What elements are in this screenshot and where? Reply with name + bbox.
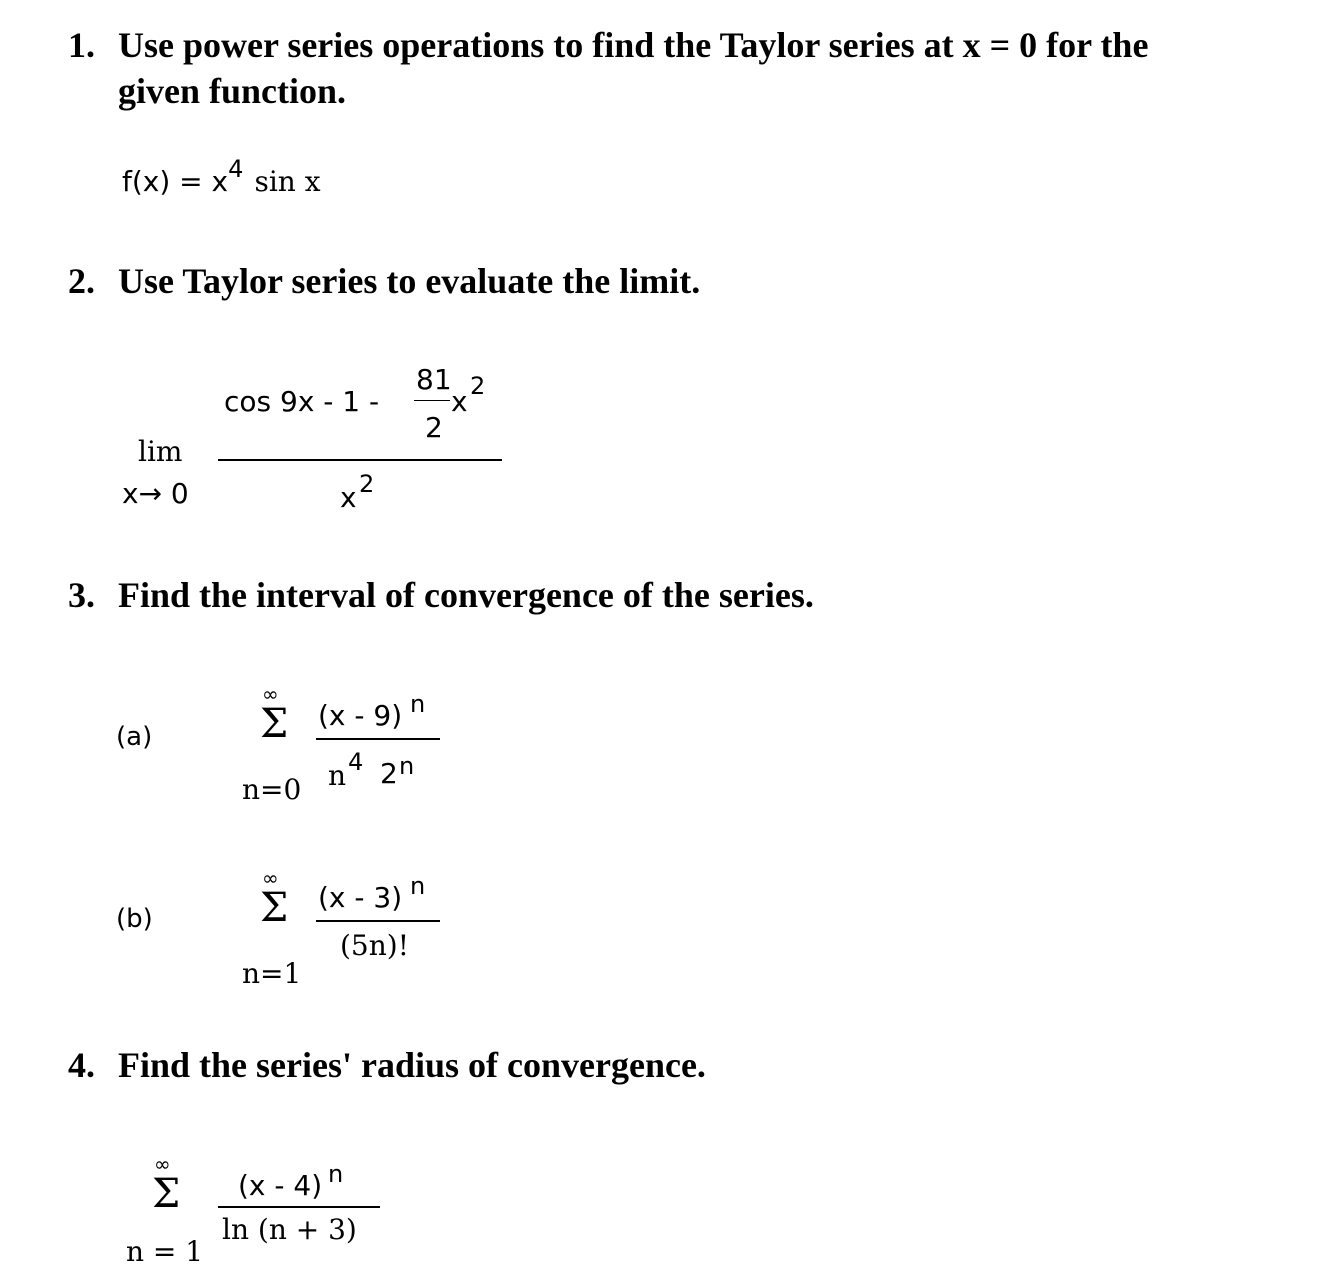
series-q4 <box>124 1150 404 1280</box>
part-b-label: (b) <box>116 904 153 934</box>
series-a-numerator-exponent: n <box>410 690 426 718</box>
series-q4-upper-infinity: ∞ <box>154 1152 171 1176</box>
series-b-numerator-exponent: n <box>410 872 426 900</box>
series-q4-denominator: ln (n + 3) <box>222 1213 357 1246</box>
function-expression <box>122 155 321 198</box>
series-a-denominator-2: 2 <box>380 757 398 790</box>
numerator-x-exponent: 2 <box>470 372 486 400</box>
coef-numerator: 81 <box>416 363 452 396</box>
denominator-x-exponent: 2 <box>359 470 375 498</box>
question-2-number: 2. <box>68 261 95 301</box>
series-q4-sigma: Σ <box>152 1171 181 1217</box>
question-3-text: Find the interval of convergence of the series. <box>118 575 814 615</box>
denominator-x: x <box>340 481 357 514</box>
series-a-upper-infinity: ∞ <box>262 682 279 706</box>
question-4-text: Find the series' radius of convergence. <box>118 1045 706 1085</box>
function-lhs: f(x) = x <box>122 165 229 198</box>
lim-subscript: x→ 0 <box>122 477 189 510</box>
main-fraction-bar <box>218 459 502 461</box>
question-1-heading <box>68 22 1308 114</box>
part-a-label: (a) <box>116 722 153 752</box>
question-1-text-line2: given function. <box>118 71 347 111</box>
question-2-text: Use Taylor series to evaluate the limit. <box>118 261 701 301</box>
series-b-lower-bound: n=1 <box>242 957 302 990</box>
question-4-heading <box>68 1042 1308 1088</box>
question-1-text-line1: Use power series operations to find the Taylor series at x = 0 for the <box>118 25 1149 65</box>
series-b <box>240 864 460 994</box>
series-b-fraction-bar <box>316 920 440 922</box>
series-b-upper-infinity: ∞ <box>262 866 279 890</box>
series-a <box>240 680 460 810</box>
lim-label: lim <box>138 435 183 468</box>
limit-expression <box>120 360 520 520</box>
numerator-x: x <box>451 385 468 418</box>
series-q4-fraction-bar <box>218 1206 380 1208</box>
series-a-sigma: Σ <box>260 701 289 747</box>
series-a-denominator-n: n <box>328 759 347 792</box>
function-exponent: 4 <box>228 155 244 183</box>
series-a-fraction-bar <box>316 738 440 740</box>
series-q4-numerator: (x - 4) <box>238 1169 323 1202</box>
question-2-heading <box>68 258 1308 304</box>
series-a-denominator-2-exponent: n <box>399 752 415 780</box>
coef-fraction-bar <box>414 400 450 401</box>
series-b-numerator: (x - 3) <box>318 881 403 914</box>
series-a-lower-bound: n=0 <box>242 773 302 806</box>
series-q4-lower-bound: n = 1 <box>126 1235 204 1268</box>
series-q4-numerator-exponent: n <box>328 1160 344 1188</box>
series-b-sigma: Σ <box>260 885 289 931</box>
function-rhs: sin x <box>254 165 321 198</box>
numerator-left: cos 9x - 1 - <box>224 385 380 418</box>
series-a-denominator-n-exponent: 4 <box>348 748 364 776</box>
question-4-number: 4. <box>68 1045 95 1085</box>
question-1-number: 1. <box>68 25 95 65</box>
series-b-denominator: (5n)! <box>340 929 409 962</box>
series-a-numerator: (x - 9) <box>318 699 403 732</box>
question-3-number: 3. <box>68 575 95 615</box>
coef-denominator: 2 <box>425 411 443 444</box>
question-3-heading <box>68 572 1308 618</box>
